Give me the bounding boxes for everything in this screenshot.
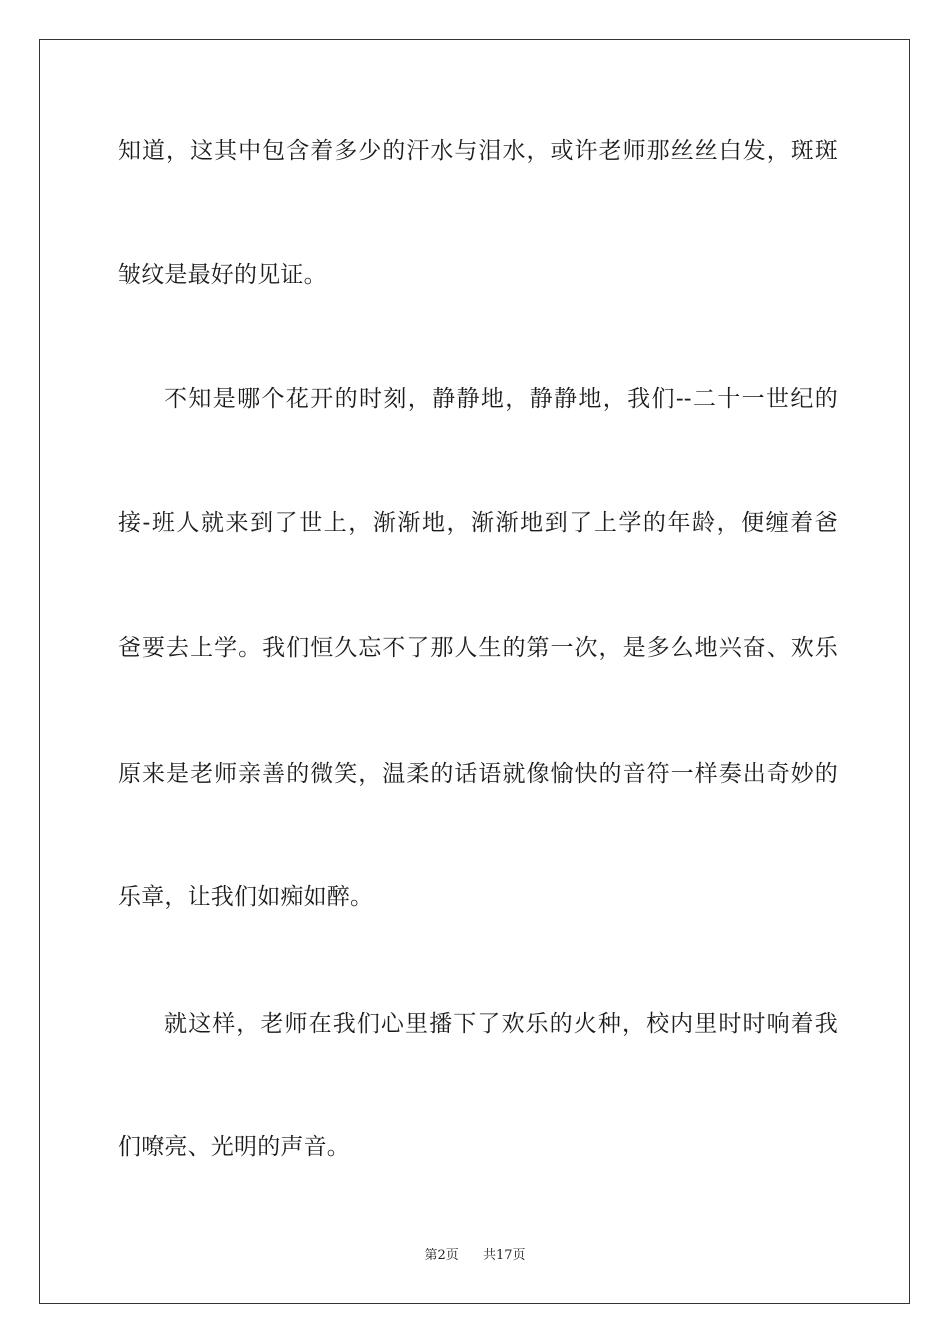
text-line-7: 乐章，让我们如痴如醉。	[118, 884, 374, 910]
page-footer	[0, 1247, 950, 1265]
page-frame	[39, 39, 910, 1304]
paragraph-start-line-3: 不知是哪个花开的时刻，静静地，静静地，我们--二十一世纪的	[164, 386, 838, 412]
paragraph-start-line-8: 就这样，老师在我们心里播下了欢乐的火种，校内里时时响着我	[164, 1011, 838, 1037]
text-line-1: 知道，这其中包含着多少的汗水与泪水，或许老师那丝丝白发，斑斑	[118, 138, 838, 164]
text-line-2: 皱纹是最好的见证。	[118, 262, 327, 288]
page-total: 共17页	[483, 1248, 526, 1263]
text-line-6: 原来是老师亲善的微笑，温柔的话语就像愉快的音符一样奏出奇妙的	[118, 761, 838, 787]
page-number: 第2页	[424, 1248, 459, 1263]
text-line-5: 爸要去上学。我们恒久忘不了那人生的第一次，是多么地兴奋、欢乐	[118, 635, 838, 661]
text-line-4: 接-班人就来到了世上，渐渐地，渐渐地到了上学的年龄，便缠着爸	[118, 510, 838, 536]
text-line-9: 们嘹亮、光明的声音。	[118, 1134, 350, 1160]
